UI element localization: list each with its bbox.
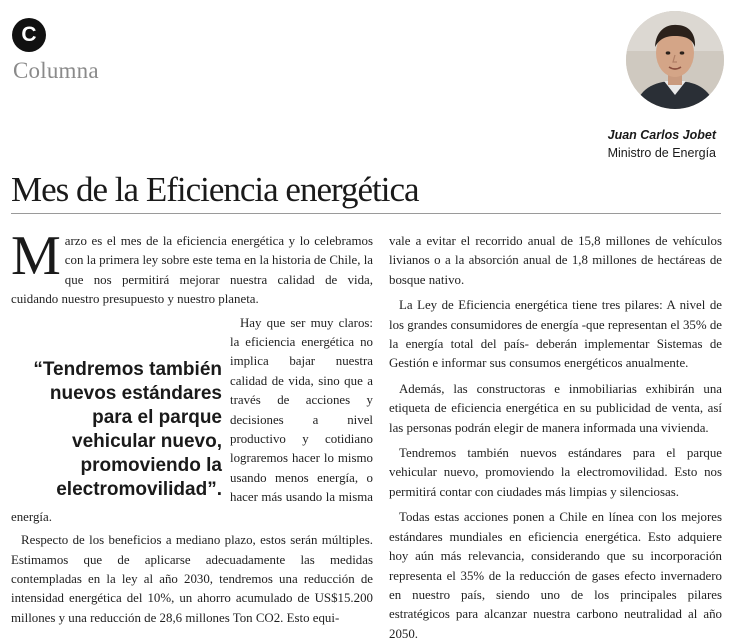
body-text-r2: La Ley de Eficiencia energética tiene tres pilares: A nivel de los grandes consumidores de energía -que representan el 35% de la energía total del país- deberán implementar Sistemas de Gestión e informar sus consumos energéticos anualmente. (389, 298, 723, 371)
body-paragraph (11, 314, 373, 527)
body-paragraph (389, 296, 722, 374)
body-text-r4: Tendremos también nuevos estándares para el parque vehicular nuevo, promoviendo la electromovilidad. Esto nos permitirá contar con ciudades más limpias y silenciosas. (389, 446, 722, 499)
body-text-2: Respecto de los beneficios a mediano plazo, estos serán múltiples. Estimamos que de aplicarse adecuadamente las medidas contempladas en la ley al año 2030, tendremos una reducción de intensidad energética del 10%, un ahorro acumulado de US$15.200 millones y una reducción de 28,6 millones Ton CO2. Esto equi- (11, 533, 373, 625)
body-paragraph (389, 232, 722, 290)
body-paragraph (389, 508, 722, 644)
byline (608, 126, 716, 162)
body-paragraph (389, 380, 722, 438)
body-text-1: Hay que ser muy claros: la eficiencia energética no implica bajar nuestra calidad de vida, sino que a través de acciones y decisiones a nivel productivo y cotidiano lograremos hacer lo mismo usando menos energía, o hacer más usando la misma energía. (11, 315, 373, 524)
headline-rule (11, 213, 721, 214)
author-name: Juan Carlos Jobet (607, 128, 716, 142)
author-role: Ministro de Energía (607, 146, 716, 160)
intro-text: arzo es el mes de la eficiencia energética y lo celebramos con la primera ley sobre este tema en la historia de Chile, la que nos permitirá mejorar nuestra calidad de vida, cuidando nuestro presupuesto y nuestro planeta. (11, 234, 373, 307)
body-paragraph (389, 444, 722, 502)
body-paragraph (11, 531, 373, 628)
section-badge: C (12, 18, 46, 52)
intro-paragraph (11, 225, 373, 310)
body-text-r5: Todas estas acciones ponen a Chile en línea con los mejores estándares mundiales en eficiencia energética. Esto adquiere hoy aún más relevancia, considerando que su incorporación representa el 35% de la reducción de gases efecto invernadero en nuestro país, siendo uno de los principales pilares estratégicos para alcanzar nuestra carbono neutralidad al año 2050. (389, 510, 722, 641)
author-photo (626, 11, 724, 109)
drop-cap: M (11, 225, 61, 287)
article-headline: Mes de la Eficiencia energética (11, 170, 419, 209)
section-label: Columna (13, 58, 99, 83)
body-text-r1: vale a evitar el recorrido anual de 15,8 millones de vehículos livianos o a la absorción anual de 1,8 millones de hectáreas de bosque nativo. (389, 234, 722, 287)
article-column-right (389, 232, 722, 644)
article-column-left (11, 225, 373, 628)
pull-quote: “Tendremos también nuevos estándares para el parque vehicular nuevo, promoviendo la electromovilidad”. (33, 358, 222, 500)
body-text-r3: Además, las constructoras e inmobiliarias exhibirán una etiqueta de eficiencia energética en su publicidad de venta, así las personas podrán elegir de manera informada una vivienda. (389, 381, 722, 435)
